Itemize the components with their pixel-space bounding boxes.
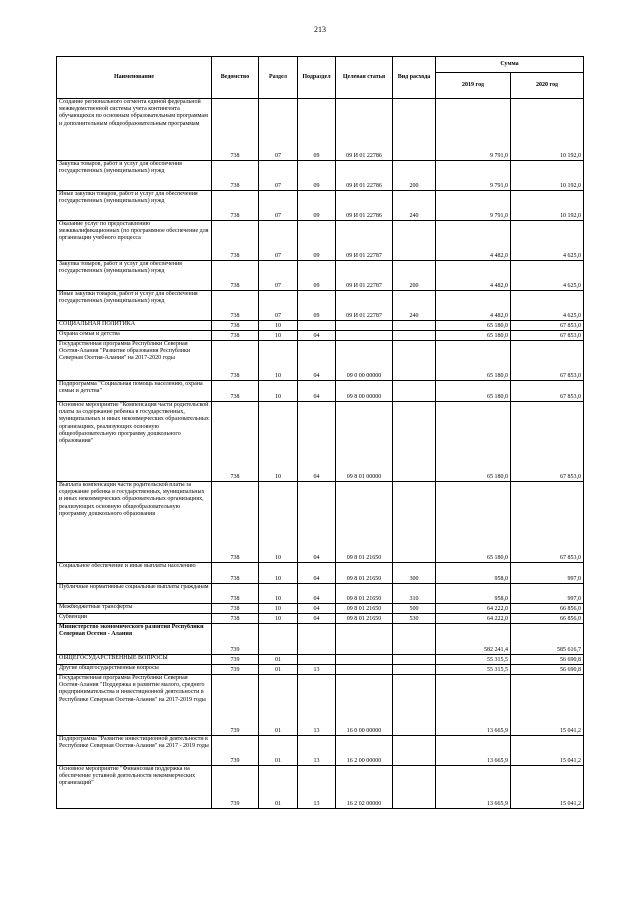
row-name: Охрана семьи и детства [57,331,212,341]
row-section: 10 [259,563,298,584]
row-target [336,624,393,655]
row-sum-2019: 65 180,0 [436,482,511,563]
header-subsection: Подраздел [298,57,336,99]
row-sum-2020: 66 856,0 [511,604,584,614]
row-dept: 738 [212,341,259,381]
row-name: Закупка товаров, работ и услуг для обеспечения государственных (муниципальных) нужд [57,161,212,191]
row-name: Межбюджетные трансферты [57,604,212,614]
row-dept: 738 [212,291,259,321]
row-name: ОБЩЕГОСУДАРСТВЕННЫЕ ВОПРОСЫ [57,655,212,665]
row-section: 10 [259,331,298,341]
table-row [57,766,584,809]
row-expense-type [393,341,436,381]
row-dept: 738 [212,321,259,331]
row-expense-type [393,655,436,665]
row-subsection: 13 [298,736,336,766]
row-expense-type [393,482,436,563]
row-sum-2019: 65 180,0 [436,331,511,341]
header-section: Раздел [259,57,298,99]
row-sum-2020: 56 690,8 [511,655,584,665]
row-subsection: 04 [298,482,336,563]
row-subsection: 09 [298,191,336,221]
row-name: Социальное обеспечение и иные выплаты населению [57,563,212,584]
row-target: 09 8 01 21650 [336,584,393,604]
row-section: 10 [259,381,298,402]
row-subsection: 09 [298,99,336,161]
row-expense-type [393,736,436,766]
row-sum-2020: 4 625,0 [511,261,584,291]
row-dept: 738 [212,584,259,604]
row-subsection: 13 [298,665,336,675]
row-target: 16 2 00 00000 [336,736,393,766]
row-target: 09 И 01 22786 [336,161,393,191]
row-dept: 739 [212,766,259,809]
table-row [57,161,584,191]
row-section: 10 [259,341,298,381]
row-name: Иные закупки товаров, работ и услуг для обеспечения государственных (муниципальных) нужд [57,191,212,221]
row-section: 10 [259,402,298,482]
row-expense-type: 300 [393,563,436,584]
row-sum-2020: 67 853,0 [511,381,584,402]
row-sum-2019: 582 241,4 [436,624,511,655]
header-2019: 2019 год [436,73,511,99]
row-sum-2020: 10 192,0 [511,191,584,221]
row-expense-type: 200 [393,261,436,291]
table-row [57,321,584,331]
row-target: 09 И 01 22786 [336,99,393,161]
row-sum-2019: 65 180,0 [436,321,511,331]
row-target: 09 8 00 00000 [336,381,393,402]
row-name: Закупка товаров, работ и услуг для обеспечения государственных (муниципальных) нужд [57,261,212,291]
row-target: 09 8 01 21650 [336,604,393,614]
row-expense-type [393,221,436,261]
row-name: Оказание услуг по предоставлению межквалификационных (по программное обеспечение для организации учебного процесса [57,221,212,261]
row-sum-2019: 65 180,0 [436,381,511,402]
row-sum-2019: 13 665,9 [436,736,511,766]
row-target: 16 2 02 00000 [336,766,393,809]
row-sum-2020: 67 853,0 [511,331,584,341]
table-row [57,381,584,402]
row-section: 10 [259,604,298,614]
table-row [57,341,584,381]
table-row [57,655,584,665]
row-sum-2019: 64 222,0 [436,614,511,624]
row-dept: 738 [212,191,259,221]
table-row [57,563,584,584]
row-dept: 739 [212,736,259,766]
row-subsection: 13 [298,766,336,809]
row-sum-2019: 958,0 [436,584,511,604]
row-target [336,321,393,331]
row-target: 09 8 01 21650 [336,614,393,624]
row-section: 10 [259,482,298,563]
row-target [336,655,393,665]
row-target: 16 0 00 00000 [336,675,393,736]
row-sum-2020: 10 192,0 [511,99,584,161]
row-section: 01 [259,665,298,675]
row-target [336,665,393,675]
table-row [57,482,584,563]
row-dept: 738 [212,604,259,614]
row-dept: 738 [212,161,259,191]
row-section: 01 [259,675,298,736]
row-section: 01 [259,736,298,766]
row-sum-2020: 15 041,2 [511,675,584,736]
row-name: Иные закупки товаров, работ и услуг для обеспечения государственных (муниципальных) нужд [57,291,212,321]
row-section: 10 [259,614,298,624]
row-sum-2019: 55 315,5 [436,665,511,675]
row-name: Подпрограмма "Социальная помощь населению, охрана семьи и детства" [57,381,212,402]
row-target: 09 И 01 22787 [336,291,393,321]
table-row [57,614,584,624]
row-sum-2020: 67 853,0 [511,341,584,381]
row-name: Публичные нормативные социальные выплаты гражданам [57,584,212,604]
table-row [57,261,584,291]
table-row [57,331,584,341]
row-target: 09 И 01 22787 [336,261,393,291]
row-name: Создание регионального сегмента единой федеральной межведомственной системы учета контингента обучающихся по основным образовательным программам и дополнительным общеобразовательным программам [57,99,212,161]
row-dept: 738 [212,482,259,563]
row-dept: 738 [212,331,259,341]
row-target: 09 8 01 21650 [336,563,393,584]
row-expense-type [393,675,436,736]
row-sum-2020: 67 853,0 [511,321,584,331]
table-row [57,675,584,736]
table-row [57,221,584,261]
row-expense-type: 500 [393,604,436,614]
table-row [57,665,584,675]
row-expense-type [393,321,436,331]
row-dept: 739 [212,675,259,736]
row-subsection: 04 [298,563,336,584]
row-sum-2020: 997,0 [511,563,584,584]
row-subsection: 04 [298,341,336,381]
row-sum-2019: 4 482,0 [436,291,511,321]
header-name: Наименование [57,57,212,99]
row-expense-type: 240 [393,191,436,221]
row-expense-type: 240 [393,291,436,321]
row-dept: 738 [212,402,259,482]
row-sum-2019: 13 665,9 [436,766,511,809]
row-section: 10 [259,584,298,604]
row-sum-2019: 13 665,9 [436,675,511,736]
row-expense-type: 310 [393,584,436,604]
row-dept: 738 [212,221,259,261]
row-name: Выплата компенсации части родительской платы за содержание ребенка в государственных, муниципальных и иных некоммерческих образовательных организациях, реализующих основную общеобразовательную программу дошкольного образования [57,482,212,563]
row-sum-2019: 9 791,0 [436,99,511,161]
row-subsection: 04 [298,614,336,624]
row-sum-2019: 9 791,0 [436,161,511,191]
row-section: 07 [259,221,298,261]
row-sum-2019: 65 180,0 [436,402,511,482]
header-dept: Ведомство [212,57,259,99]
row-target: 09 8 01 00000 [336,402,393,482]
page-number: 213 [314,25,326,34]
row-sum-2019: 958,0 [436,563,511,584]
row-dept: 738 [212,261,259,291]
row-sum-2020: 56 690,8 [511,665,584,675]
row-sum-2020: 4 625,0 [511,221,584,261]
row-name: Подпрограмма "Развитие инвестиционной деятельности в Республике Северная Осетия-Алания" на 2017 - 2019 годы [57,736,212,766]
row-expense-type: 200 [393,161,436,191]
row-subsection [298,624,336,655]
row-expense-type [393,331,436,341]
row-name: Министерство экономического развития Республики Северная Осетия - Алания [57,624,212,655]
row-sum-2020: 15 041,2 [511,766,584,809]
row-sum-2020: 10 192,0 [511,161,584,191]
row-section: 01 [259,766,298,809]
row-section: 07 [259,291,298,321]
row-name: Другие общегосударственные вопросы [57,665,212,675]
row-subsection [298,655,336,665]
row-dept: 739 [212,665,259,675]
row-dept: 738 [212,563,259,584]
row-name: Государственная программа Республики Северная Осетия-Алания "Развитие образования Республики Северная Осетия-Алания" на 2017-2020 годы [57,341,212,381]
row-expense-type [393,624,436,655]
table-row [57,624,584,655]
row-name: Основное мероприятие "Компенсация части родительской платы за содержание ребенка в государственных, муниципальных и иных некоммерческих образовательных организациях, реализующих основную общеобразовательную программу дошкольного образования" [57,402,212,482]
row-section: 07 [259,99,298,161]
row-section: 01 [259,655,298,665]
row-name: СОЦИАЛЬНАЯ ПОЛИТИКА [57,321,212,331]
row-name: Государственная программа Республики Северная Осетия-Алания "Поддержка и развитие малого, среднего предпринимательства и инвестиционной деятельности в Республике Северная Осетия-Алания" на 2017-2019 годы [57,675,212,736]
row-section [259,624,298,655]
row-name: Основное мероприятие "Финансовая поддержка на обеспечение уставной деятельности некоммерческих организаций" [57,766,212,809]
row-subsection: 09 [298,291,336,321]
row-target: 09 0 00 00000 [336,341,393,381]
row-dept: 738 [212,99,259,161]
row-sum-2019: 64 222,0 [436,604,511,614]
header-expense-type: Вид расхода [393,57,436,99]
row-subsection: 04 [298,381,336,402]
header-2020: 2020 год [511,73,584,99]
row-sum-2020: 67 853,0 [511,402,584,482]
row-subsection: 04 [298,584,336,604]
row-section: 07 [259,191,298,221]
row-expense-type [393,766,436,809]
row-dept: 739 [212,624,259,655]
row-subsection: 04 [298,331,336,341]
row-expense-type [393,99,436,161]
row-sum-2019: 4 482,0 [436,221,511,261]
table-row [57,736,584,766]
row-dept: 738 [212,381,259,402]
row-subsection: 04 [298,604,336,614]
row-sum-2019: 4 482,0 [436,261,511,291]
row-target: 09 И 01 22787 [336,221,393,261]
row-section: 07 [259,161,298,191]
row-subsection [298,321,336,331]
row-sum-2020: 585 616,7 [511,624,584,655]
row-expense-type [393,402,436,482]
budget-table [56,56,584,809]
header-target: Целевая статья [336,57,393,99]
row-dept: 738 [212,614,259,624]
row-expense-type: 530 [393,614,436,624]
header-sum: Сумма [436,57,584,73]
row-section: 07 [259,261,298,291]
row-expense-type [393,381,436,402]
table-body [57,99,584,809]
row-expense-type [393,665,436,675]
row-dept: 739 [212,655,259,665]
table-row [57,291,584,321]
row-name: Субвенции [57,614,212,624]
table-row [57,402,584,482]
row-sum-2020: 67 853,0 [511,482,584,563]
table-row [57,584,584,604]
table-row [57,191,584,221]
row-sum-2020: 15 041,2 [511,736,584,766]
row-section: 10 [259,321,298,331]
row-sum-2020: 4 625,0 [511,291,584,321]
row-subsection: 13 [298,675,336,736]
row-subsection: 04 [298,402,336,482]
row-target: 09 8 01 21650 [336,482,393,563]
row-sum-2020: 997,0 [511,584,584,604]
row-sum-2020: 66 856,0 [511,614,584,624]
row-target: 09 И 01 22786 [336,191,393,221]
row-target [336,331,393,341]
row-subsection: 09 [298,161,336,191]
row-sum-2019: 9 791,0 [436,191,511,221]
table-row [57,99,584,161]
row-sum-2019: 65 180,0 [436,341,511,381]
row-subsection: 09 [298,261,336,291]
row-sum-2019: 55 315,5 [436,655,511,665]
row-subsection: 09 [298,221,336,261]
table-row [57,604,584,614]
